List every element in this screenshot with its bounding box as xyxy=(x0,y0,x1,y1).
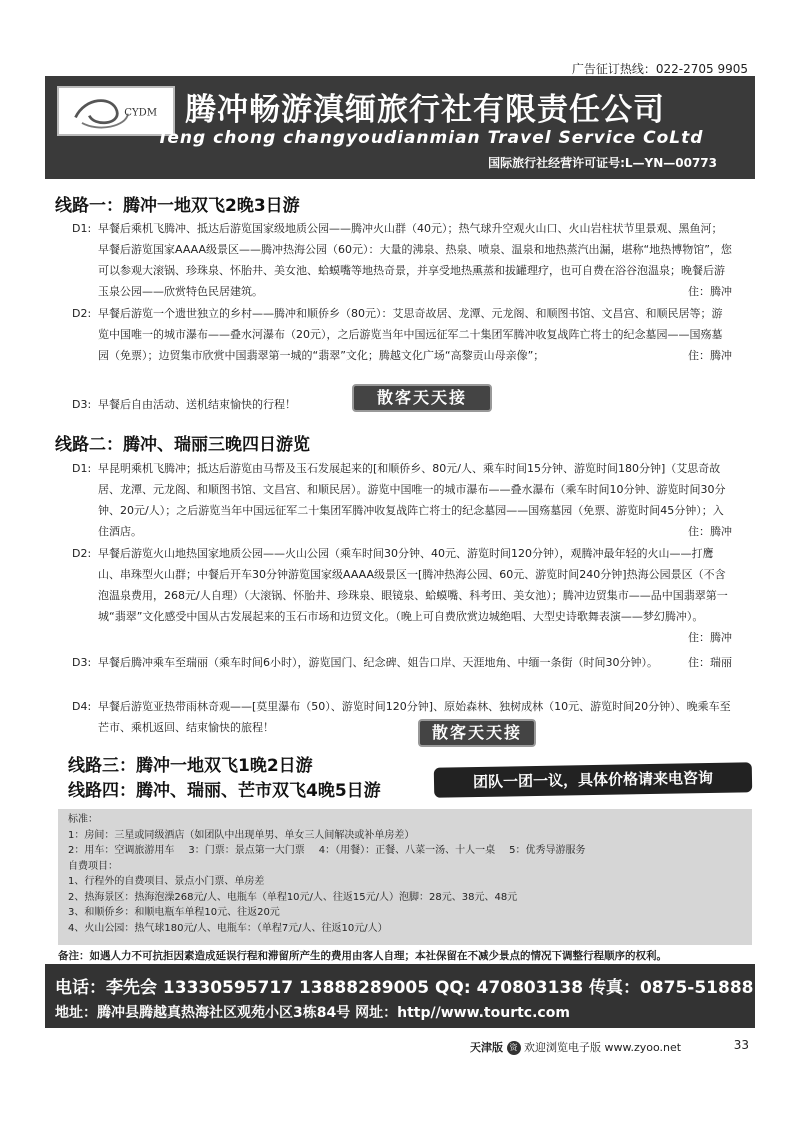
page-number: 33 xyxy=(733,1038,749,1052)
day-text: 早餐后游览一个遗世独立的乡村——腾冲和顺侨乡（80元）：艾思奇故居、龙潭、元龙阁、和顺图书馆、文昌宫、和顺民居等；游览中国唯一的城市瀑布——叠水河瀑布（20元），之后游览当年中国远征军二十集团军腾冲收复战阵亡将士的纪念墓园——国殇墓园（免票）；边贸集市欣赏中国翡翠第一城的“翡翠”文化；腾越文化广场“高黎贡山母亲像”； xyxy=(98,307,723,362)
self-paid-1: 1、行程外的自费项目、景点小门票、单房差 xyxy=(68,876,265,887)
route-2-day-3 xyxy=(72,652,732,673)
standards-row xyxy=(68,843,742,859)
day-label: D3: xyxy=(72,398,92,411)
day-text: 早餐后乘机飞腾冲、抵达后游览国家级地质公园——腾冲火山群（40元）；热气球升空观火山口、火山岩柱状节里景观、黑鱼河；早餐后游览国家AAAA级景区——腾冲热海公园（60元）：大量的沸泉、热泉、喷泉、温泉和地热蒸汽出漏，堪称“地热博物馆”，您可以参观大滚锅、珍珠泉、怀胎井、美女池、蛤蟆嘴等地热奇景，并享受地热熏蒸和拔罐理疗，也可自费在浴谷泡温泉；晚餐后游玉泉公园——欣赏特色民居建筑。 xyxy=(98,222,732,298)
route-1-title: 线路一：腾冲一地双飞2晚3日游 xyxy=(55,196,300,216)
contact-bar xyxy=(45,964,778,1028)
route-3-title: 线路三：腾冲一地双飞1晚2日游 xyxy=(68,756,313,776)
route-2-day-1 xyxy=(72,458,732,542)
standard-guide: 5：优秀导游服务 xyxy=(509,845,586,856)
remark-note: 备注：如遇人力不可抗拒因素造成延误行程和滞留所产生的费用由客人自理；本社保留在不减少景点的情况下调整行程顺序的权利。 xyxy=(58,950,667,962)
edition-label: 天津版 xyxy=(470,1041,503,1054)
self-paid-heading: 自费项目： xyxy=(68,860,118,872)
standards-heading: 标准： xyxy=(68,814,98,825)
stay-info: 住：腾冲 xyxy=(688,349,732,362)
ad-hotline: 广告征订热线：022-2705 9905 xyxy=(571,62,748,76)
standard-car: 2：用车：空调旅游用车 xyxy=(68,845,175,856)
day-text: 早餐后腾冲乘车至瑞丽（乘车时间6小时），游览国门、纪念碑、姐告口岸、天涯地角、中缅一条街（时间30分钟）。 xyxy=(98,656,658,669)
logo-swirl-icon xyxy=(59,88,173,134)
service-standards xyxy=(58,809,752,945)
company-name-en: Teng chong changyoudianmian Travel Service CoLtd xyxy=(157,128,704,148)
day-label: D3: xyxy=(72,656,92,669)
route-1-day-2 xyxy=(72,303,732,366)
day-label: D1: xyxy=(72,222,92,235)
route-4-title: 线路四：腾冲、瑞丽、芒市双飞4晚5日游 xyxy=(68,781,381,801)
logo-text: CYDM xyxy=(124,107,158,119)
day-label: D1: xyxy=(72,462,92,475)
stay-info: 住：腾冲 xyxy=(688,631,732,644)
route-2-day-4 xyxy=(72,696,732,738)
stay-info: 住：腾冲 xyxy=(688,525,732,538)
stay-info: 住：腾冲 xyxy=(688,285,732,298)
day-text: 早餐后游览亚热带雨林奇观——[莫里瀑布（50）、游览时间120分钟]、原始森林、独树成林（10元、游览时间20分钟）、晚乘车至芒市、乘机返回、结束愉快的旅程！ xyxy=(98,700,731,734)
zyoo-logo-icon: 资 xyxy=(507,1041,521,1055)
day-text: 早餐后游览火山地热国家地质公园——火山公园（乘车时间30分钟、40元、游览时间120分钟），观腾冲最年轻的火山——打鹰山、串珠型火山群；中餐后开车30分钟游览国家级AAAA级景区一[腾冲热海公园、60元、游览时间240分钟]热海公园景区（不含泡温泉费用，268元/人自理）（大滚锅、怀胎井、珍珠泉、眼镜泉、蛤蟆嘴、科考田、美女池）；腾冲边贸集市——品中国翡翠第一城“翡翠”文化感受中国从古发展起来的玉石市场和边贸文化。（晚上可自费欣赏边城绝唱、大型史诗歌舞表演——梦幻腾冲）。 xyxy=(98,547,728,623)
self-paid-2: 2、热海景区：热海泡澡268元/人、电瓶车（单程10元/人、往返15元/人）泡脚：28元、38元、48元 xyxy=(68,891,518,903)
route-1-day-1 xyxy=(72,218,732,302)
license-number: 国际旅行社经营许可证号:L—YN—00773 xyxy=(488,156,717,170)
day-label: D2: xyxy=(72,547,92,560)
standard-ticket: 3：门票：景点第一大门票 xyxy=(188,845,305,856)
contact-address-line: 地址：腾冲县腾越真热海社区观苑小区3栋84号 网址：http//www.tourtc.com xyxy=(55,1005,570,1021)
contact-phone-line: 电话：李先会 13330595717 13888289005 QQ: 470803138 传真：0875-5188817 xyxy=(55,978,778,998)
footer xyxy=(470,1039,681,1055)
stay-info: 住：瑞丽 xyxy=(688,656,732,669)
day-label: D2: xyxy=(72,307,92,320)
route-2-title: 线路二：腾冲、瑞丽三晚四日游览 xyxy=(55,435,310,455)
day-label: D4: xyxy=(72,700,92,713)
day-text: 早餐后自由活动、送机结束愉快的行程！ xyxy=(98,398,296,411)
company-header xyxy=(45,76,755,179)
standard-room: 1：房间：三星或同级酒店（如团队中出现单男、单女三人间解决或补单房差） xyxy=(68,829,415,841)
daily-pickup-badge: 散客天天接 xyxy=(352,384,492,412)
consult-banner: 团队一团一议，具体价格请来电咨询 xyxy=(434,762,752,798)
day-text: 早昆明乘机飞腾冲；抵达后游览由马帮及玉石发展起来的[和顺侨乡、80元/人、乘车时间15分钟、游览时间180分钟]（艾思奇故居、龙潭、元龙阁、和顺图书馆、文昌宫、和顺民居）。游览中国唯一的城市瀑布——叠水瀑布（乘车时间10分钟、游览时间30分钟、20元/人）；之后游览当年中国远征军二十集团军腾冲收复战阵亡将士的纪念墓园——国殇墓园（免票、游览时间45分钟）；入住酒店。 xyxy=(98,462,726,538)
daily-pickup-badge-2: 散客天天接 xyxy=(418,719,536,747)
self-paid-4: 4、火山公园：热气球180元/人、电瓶车：（单程7元/人、往返10元/人） xyxy=(68,922,388,934)
company-name-cn: 腾冲畅游滇缅旅行社有限责任公司 xyxy=(185,92,665,128)
footer-text: 欢迎浏览电子版 www.zyoo.net xyxy=(524,1041,682,1054)
standard-meal: 4：（用餐）：正餐、八菜一汤、十人一桌 xyxy=(318,845,496,856)
route-2-day-2 xyxy=(72,543,732,648)
self-paid-3: 3、和顺侨乡：和顺电瓶车单程10元、往返20元 xyxy=(68,907,280,918)
